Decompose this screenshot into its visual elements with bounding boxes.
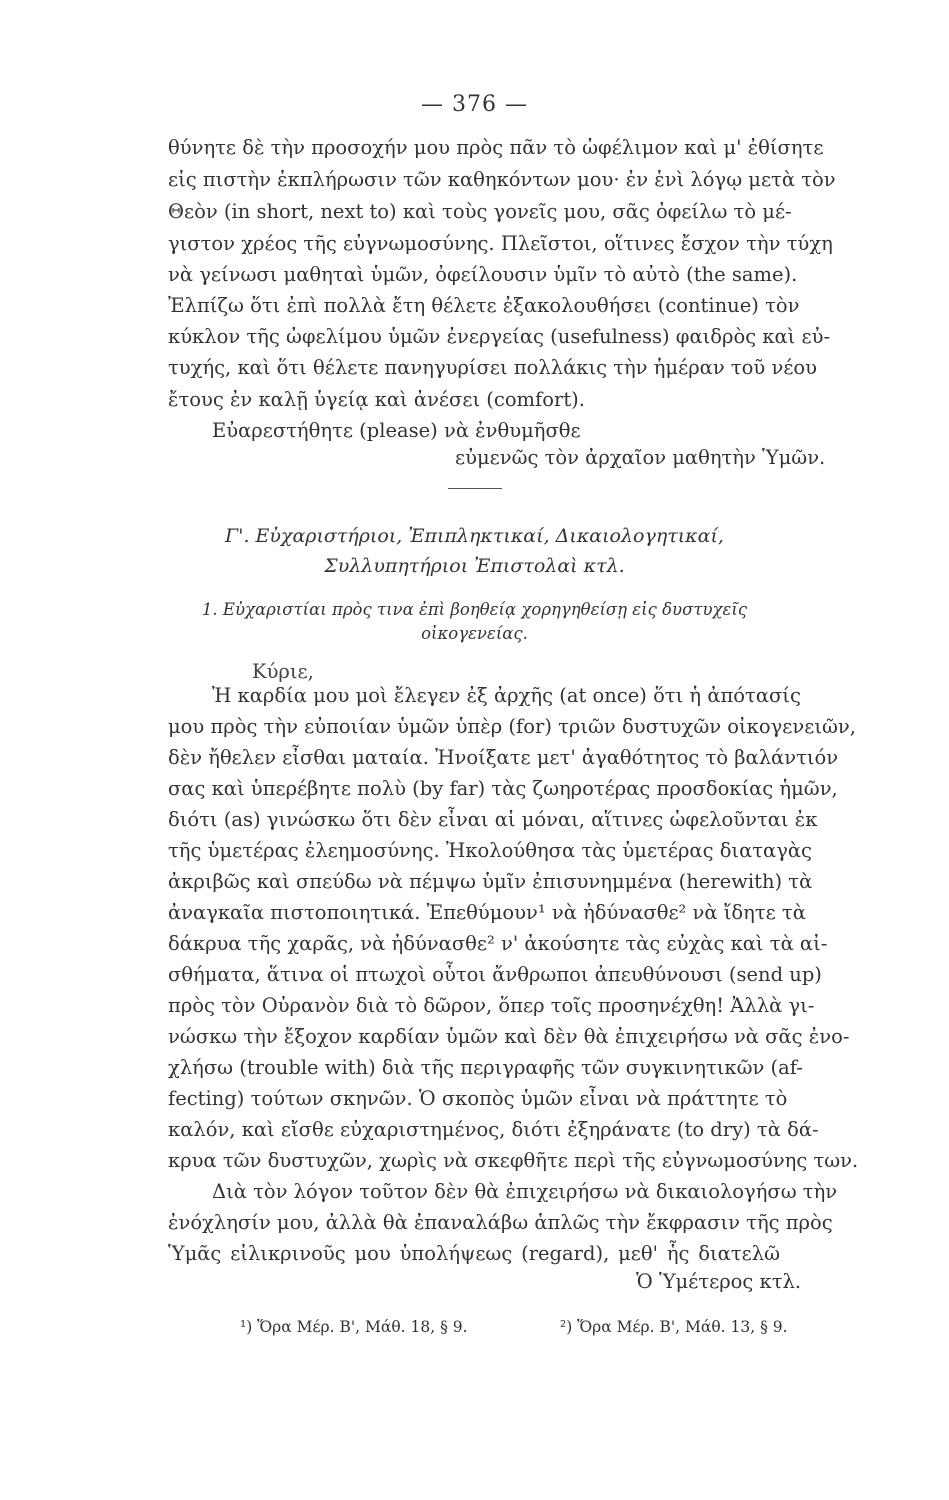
text-line: fecting) τούτων σκηνῶν. Ὁ σκοπὸς ὑμῶν εἶναι νὰ πράττητε τὸ [168,1087,788,1110]
section-heading: Γ'. Εὐχαριστήριοι, Ἐπιπληκτικαί, Δικαιολογητικαί, [225,525,724,547]
text-line: μου πρὸς τὴν εὐποιίαν ὑμῶν ὑπὲρ (for) τριῶν δυστυχῶν οἰκογενειῶν, [168,715,856,738]
text-line: Ἐλπίζω ὅτι ἐπὶ πολλὰ ἔτη θέλετε ἐξακολουθήσει (continue) τὸν [168,294,800,317]
salutation: Κύριε, [252,660,314,683]
text-line: σας καὶ ὑπερέβητε πολὺ (by far) τὰς ζωηροτέρας προσδοκίας ἡμῶν, [168,777,838,800]
text-line: νώσκω τὴν ἔξοχον καρδίαν ὑμῶν καὶ δὲν θὰ ἐπιχειρήσω νὰ σᾶς ἐνο- [168,1025,850,1048]
text-line: διότι (as) γινώσκω ὅτι δὲν εἶναι αἱ μόναι, αἵτινες ὠφελοῦνται ἐκ [168,808,818,831]
text-line: νὰ γείνωσι μαθηταὶ ὑμῶν, ὀφείλουσιν ὑμῖν τὸ αὐτὸ (the same). [168,263,798,286]
text-line: δὲν ἤθελεν εἶσθαι ματαία. Ἠνοίξατε μετ' ἀγαθότητος τὸ βαλάντιόν [168,746,839,769]
section-heading-continued: Συλλυπητήριοι Ἐπιστολαὶ κτλ. [324,555,625,577]
page-number: — 376 — [421,92,528,117]
subsection-heading: 1. Εὐχαριστίαι πρὸς τινα ἐπὶ βοηθείᾳ χορηγηθείσῃ εἰς δυστυχεῖς [201,600,748,619]
text-line: ἀκριβῶς καὶ σπεύδω νὰ πέμψω ὑμῖν ἐπισυνημμένα (herewith) τὰ [168,870,813,893]
text-line: εἰς πιστὴν ἐκπλήρωσιν τῶν καθηκόντων μου· ἐν ἑνὶ λόγῳ μετὰ τὸν [168,168,836,191]
text-line: ἐνόχλησίν μου, ἀλλὰ θὰ ἐπαναλάβω ἁπλῶς τὴν ἔκφρασιν τῆς πρὸς [168,1211,833,1234]
closing-line: Εὐαρεστήθητε (please) νὰ ἐνθυμῆσθε [212,419,581,442]
text-line: Διὰ τὸν λόγον τοῦτον δὲν θὰ ἐπιχειρήσω νὰ δικαιολογήσω τὴν [212,1180,838,1203]
section-divider [448,488,502,489]
text-line: γιστον χρέος τῆς εὐγνωμοσύνης. Πλεῖστοι, οἵτινες ἔσχον τὴν τύχη [168,232,833,255]
text-line: τῆς ὑμετέρας ἐλεημοσύνης. Ἠκολούθησα τὰς ὑμετέρας διαταγὰς [168,839,812,862]
text-line: Ἡ καρδία μου μοὶ ἔλεγεν ἐξ ἀρχῆς (at once) ὅτι ἡ ἀπότασίς [212,684,801,707]
text-line: καλόν, καὶ εἴσθε εὐχαριστημένος, διότι ἐξηράνατε (to dry) τὰ δά- [168,1118,819,1141]
text-line: τυχής, καὶ ὅτι θέλετε πανηγυρίσει πολλάκις τὴν ἡμέραν τοῦ νέου [168,356,818,379]
text-line: Ὑμᾶς εἰλικρινοῦς μου ὑπολήψεως (regard), μεθ' ἧς διατελῶ [168,1242,780,1265]
footnote-1: ¹) Ὅρα Μέρ. Β', Μάθ. 18, § 9. [240,1318,468,1336]
text-line: ἔτους ἐν καλῇ ὑγείᾳ καὶ ἀνέσει (comfort). [168,388,585,411]
text-line: χλήσω (trouble with) διὰ τῆς περιγραφῆς τῶν συγκινητικῶν (af- [168,1056,803,1079]
text-line: κύκλον τῆς ὠφελίμου ὑμῶν ἐνεργείας (usefulness) φαιδρὸς καὶ εὐ- [168,325,831,348]
footnote-2: ²) Ὅρα Μέρ. Β', Μάθ. 13, § 9. [560,1318,788,1336]
subsection-heading-continued: οἰκογενείας. [421,624,528,643]
text-line: Θεὸν (in short, next to) καὶ τοὺς γονεῖς μου, σᾶς ὀφείλω τὸ μέ- [168,200,792,223]
letter-signature: εὐμενῶς τὸν ἀρχαῖον μαθητὴν Ὑμῶν. [455,446,826,469]
letter-signature: Ὁ Ὑμέτερος κτλ. [636,1270,802,1293]
text-line: πρὸς τὸν Οὐρανὸν διὰ τὸ δῶρον, ὅπερ τοῖς προσηνέχθη! Ἀλλὰ γι- [168,994,815,1017]
text-line: κρυα τῶν δυστυχῶν, χωρὶς νὰ σκεφθῆτε περὶ τῆς εὐγνωμοσύνης των. [168,1149,859,1172]
text-line: δάκρυα τῆς χαρᾶς, νὰ ἠδύνασθε² ν' ἀκούσητε τὰς εὐχὰς καὶ τὰ αἰ- [168,932,828,955]
text-line: θύνητε δὲ τὴν προσοχήν μου πρὸς πᾶν τὸ ὠφέλιμον καὶ μ' ἐθίσητε [168,136,824,159]
text-line: ἀναγκαῖα πιστοποιητικά. Ἐπεθύμουν¹ νὰ ἠδύνασθε² νὰ ἴδητε τὰ [168,901,806,924]
text-line: σθήματα, ἅτινα οἱ πτωχοὶ οὗτοι ἄνθρωποι ἀπευθύνουσι (send up) [168,963,822,986]
